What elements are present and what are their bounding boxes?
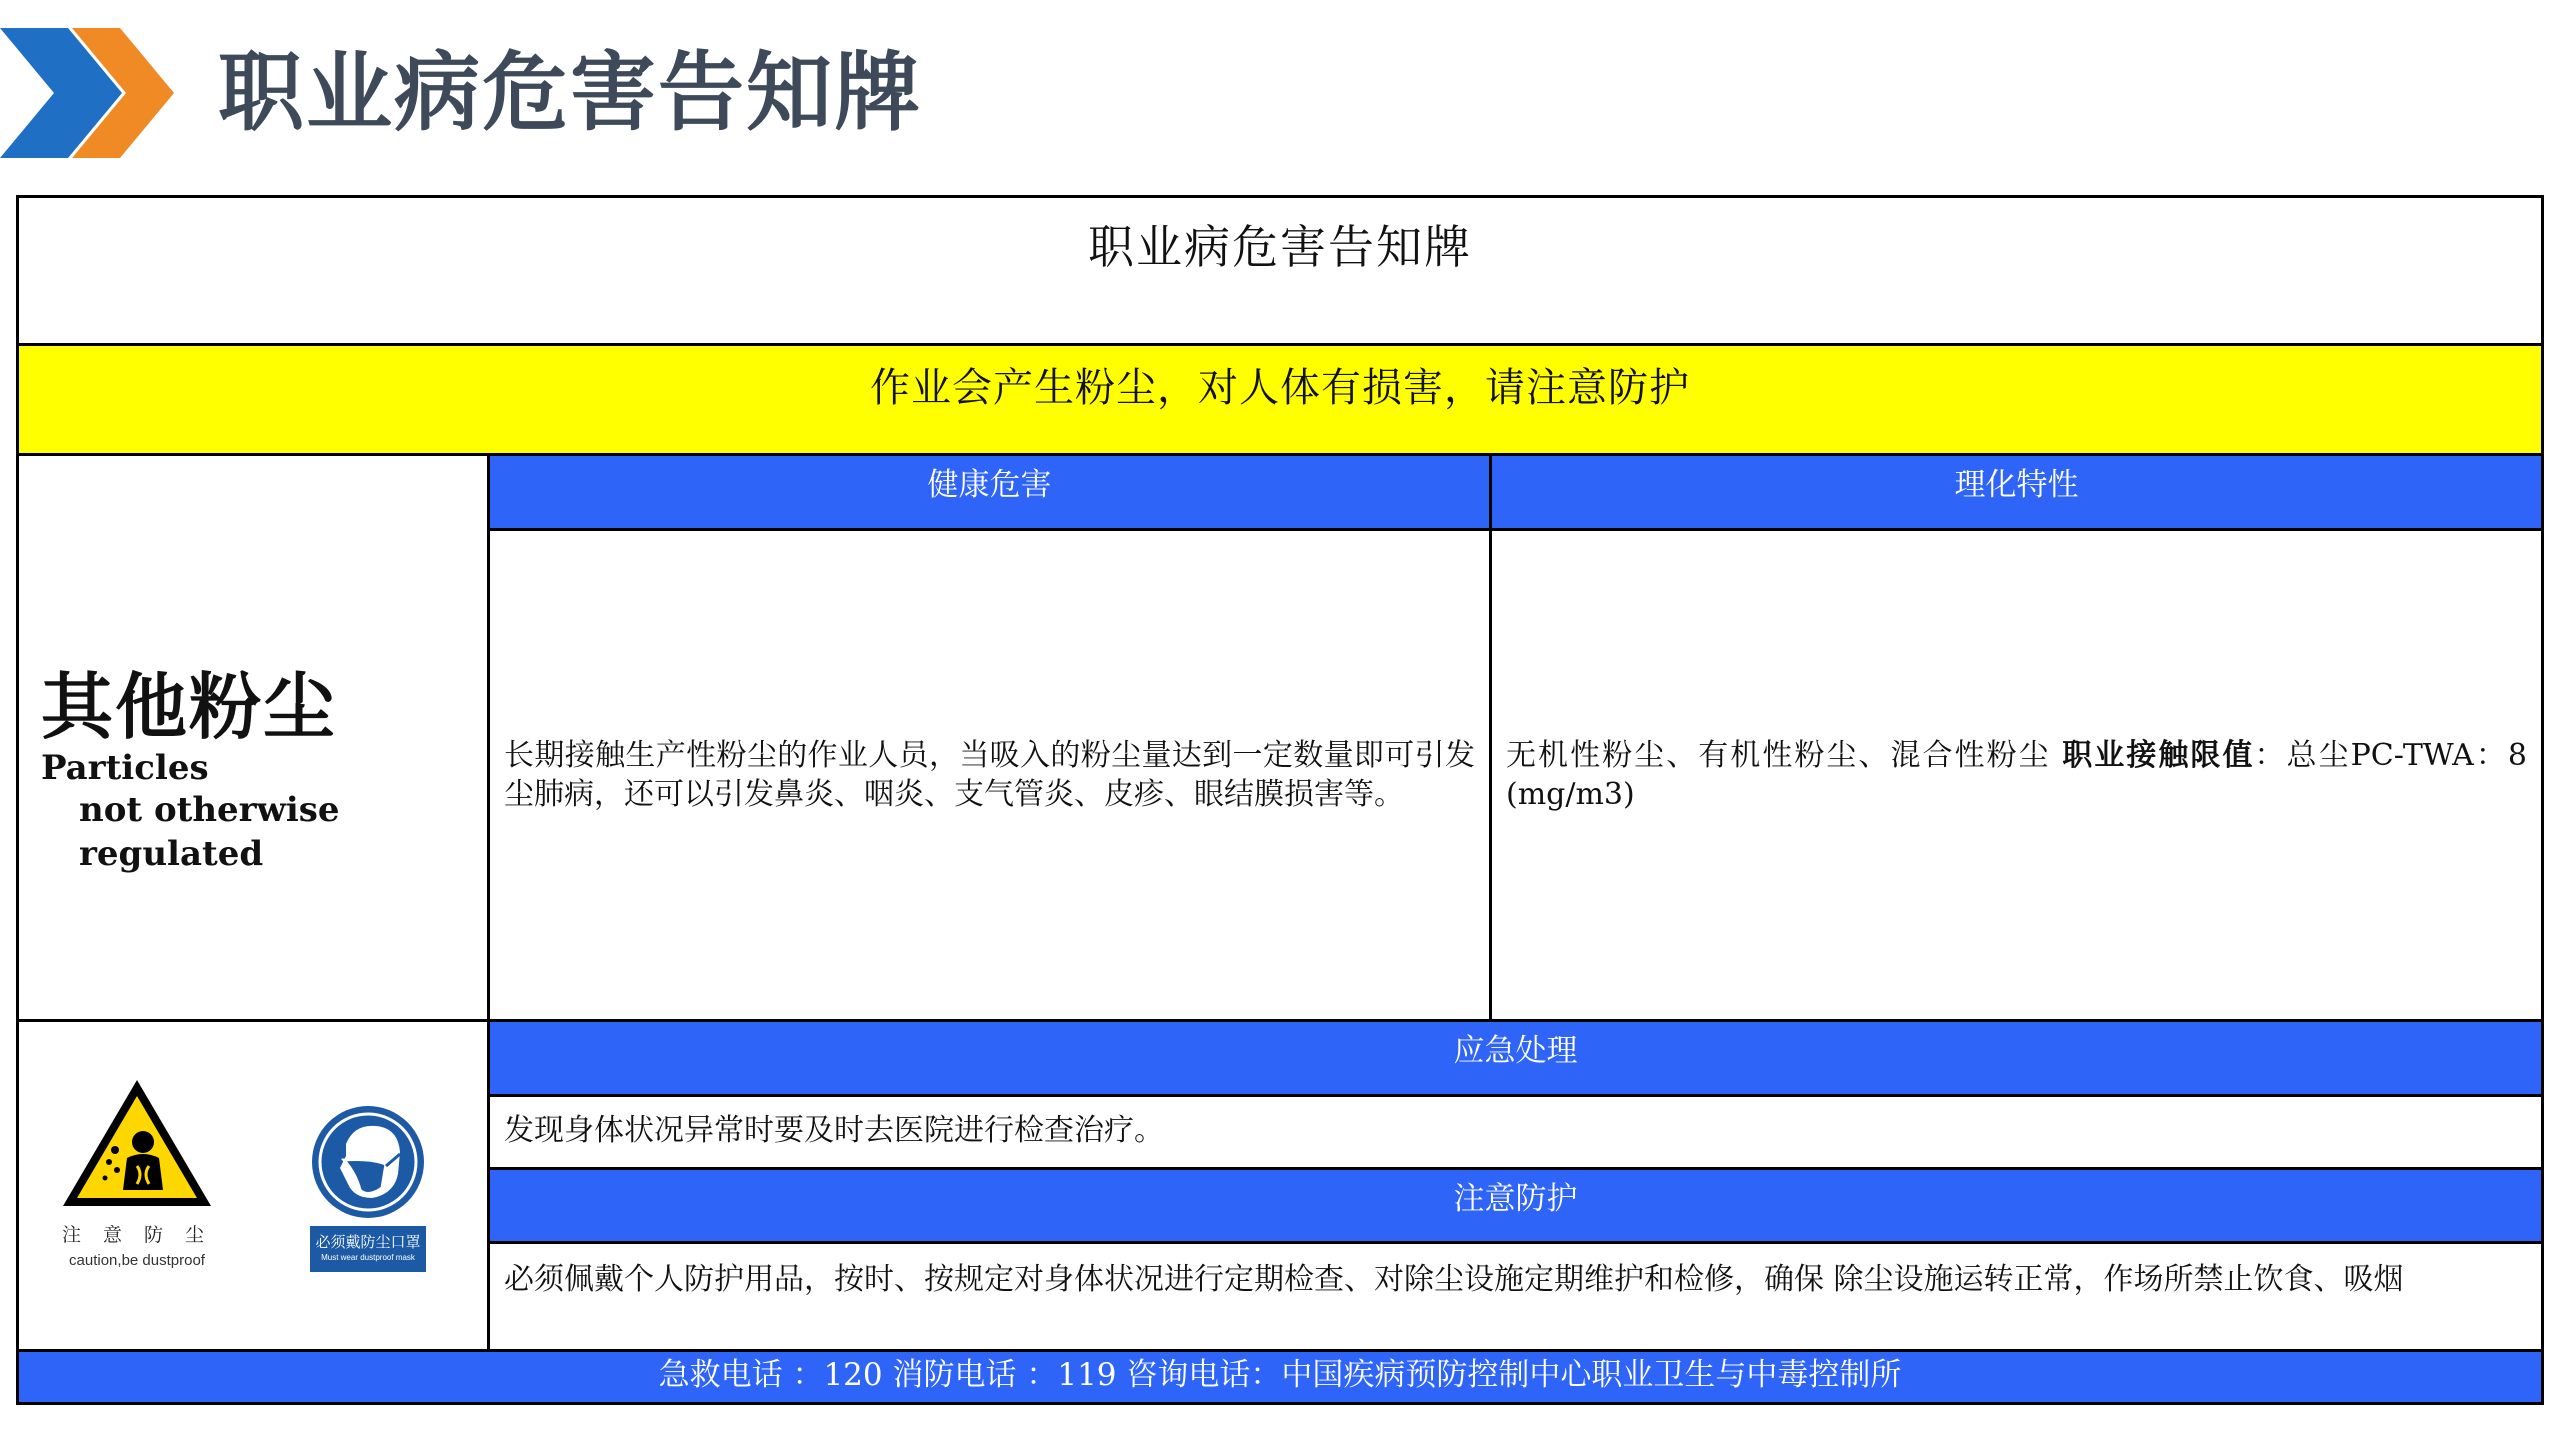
page-header [0,0,2560,185]
protection-text: 必须佩戴个人防护用品，按时、按规定对身体状况进行定期检查、对除尘设施定期维护和检修，确保 除尘设施运转正常，作场所禁止饮食、吸烟 [487,1241,2541,1349]
emergency-text: 发现身体状况异常时要及时去医院进行检查治疗。 [487,1094,2541,1167]
hazard-name-cn: 其他粉尘 [41,664,338,749]
safety-icons-cell [19,1019,487,1349]
exposure-limit-value: ：总尘PC-TWA：8 (mg/m3) [1506,738,2528,812]
properties-body [1489,528,2541,1019]
mask-label-cn: 必须戴防尘口罩 [315,1233,421,1251]
page-title: 职业病危害告知牌 [218,43,922,143]
hazard-name-en-subtitle: not otherwise regulated [79,790,340,874]
emergency-contacts-footer: 急救电话 ：120 消防电话 ：119 咨询电话：中国疾病预防控制中心职业卫生与中毒控制所 [19,1349,2541,1402]
caution-label-cn: 注 意 防 尘 [61,1224,213,1246]
dust-warning-triangle-icon [57,1074,217,1214]
properties-text [1492,736,2541,814]
mask-required-sign [310,1104,426,1274]
health-hazard-text: 长期接触生产性粉尘的作业人员，当吸入的粉尘量达到一定数量即可引发尘肺病，还可以引发鼻炎、咽炎、支气管炎、皮疹、眼结膜损害等。 [504,738,1475,812]
hazard-name-cell [19,453,487,1019]
warning-banner: 作业会产生粉尘，对人体有损害，请注意防护 [19,343,2541,453]
mask-label [310,1226,426,1272]
hazard-notice-board [16,195,2544,1405]
properties-header: 理化特性 [1489,453,2541,528]
mask-label-en: Must wear dustproof mask [321,1253,415,1262]
protection-header: 注意防护 [487,1167,2541,1241]
caution-label-en: caution,be dustproof [69,1252,205,1269]
chevron-right-icon [0,28,180,158]
dust-mask-icon [310,1104,426,1220]
caution-dust-sign [57,1074,217,1294]
properties-types: 无机性粉尘、有机性粉尘、混合性粉尘 [1506,738,2063,773]
emergency-header: 应急处理 [487,1019,2541,1094]
exposure-limit-label: 职业接触限值 [2062,738,2255,773]
hazard-name-en: Particles [41,748,209,788]
health-hazard-header: 健康危害 [487,453,1489,528]
hazard-name [41,666,481,876]
health-hazard-body [487,528,1489,1019]
board-title: 职业病危害告知牌 [1088,220,1472,274]
